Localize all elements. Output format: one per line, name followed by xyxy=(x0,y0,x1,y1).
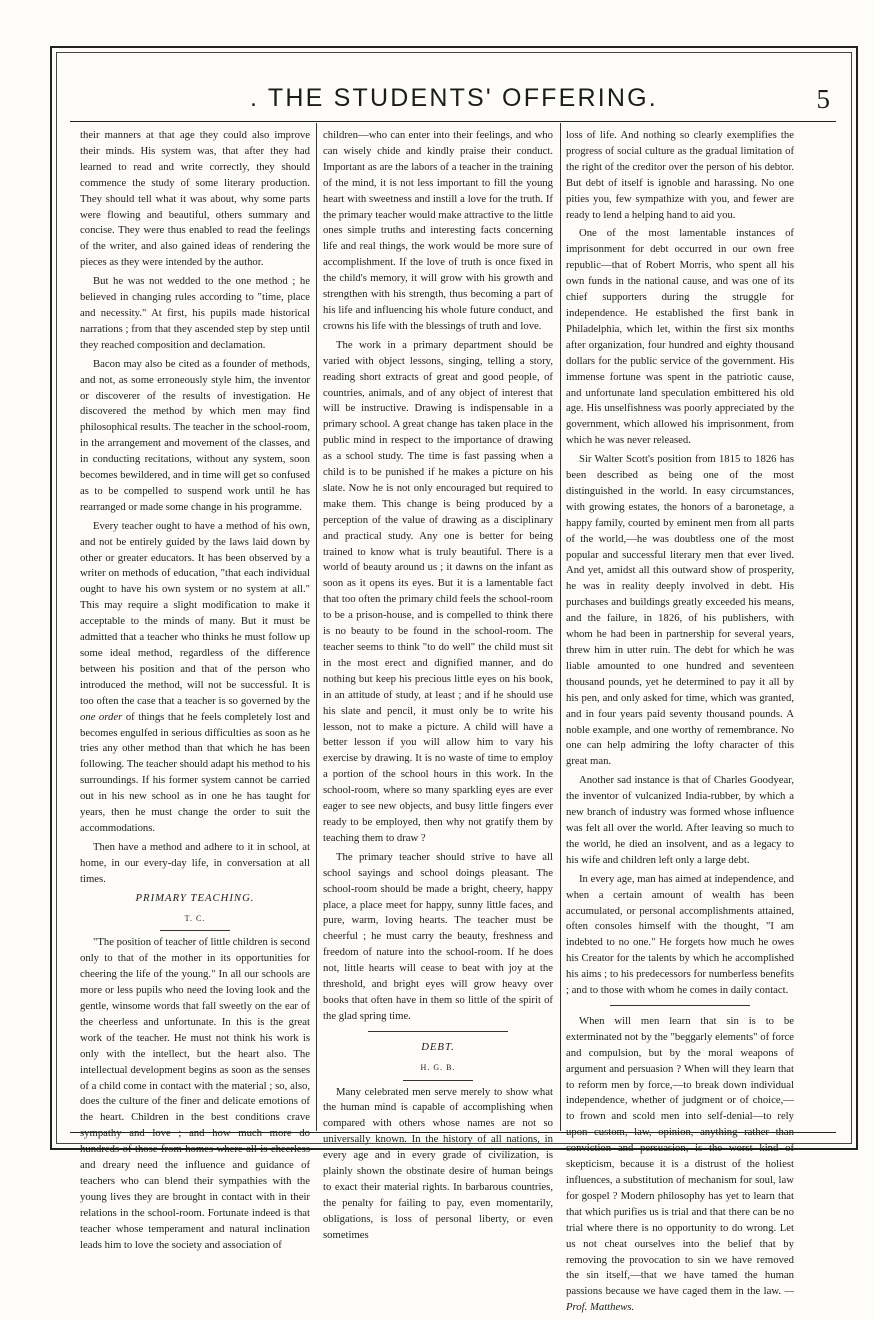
paragraph xyxy=(566,1014,794,1316)
paragraph xyxy=(80,519,310,837)
paragraph: One of the most lamentable instances of imprisonment for debt occurred in our own free republic—that of Robert Morris, who spent all his own funds in the national cause, and was one of its chief supporters during the struggle for independence. He established the first bank in Philadelphia, which let, within the first six months after organization, four hundred and eighty thousand dollars for the public service of the government. His immense fortune was spent in the patriotic cause, and unfortunate land speculation embittered his old age. His unselfishness was poorly appreciated by the government, which allowed his imprisonment, from which he was never released. xyxy=(566,227,794,447)
article-heading: DEBT. xyxy=(421,1040,455,1053)
byline-rule xyxy=(403,1080,473,1081)
paragraph: The work in a primary department should be varied with object lessons, singing, telling a story, reading short extracts of great and good people, of countries, animals, and of any object of interest that will be instructive. Drawing is indispensable in a primary school. A great change has taken place in the public mind in respect to the importance of drawing as a school study. The time is fast passing when a child is to be punished if he makes a picture on his slate. Now he is not only encouraged but required to make them. This change is being produced by a perception of the value of drawing as a disciplinary and practical study. Any one is better for being trained to know what is truly beautiful. There is a world of beauty around us ; it dawns on the infant as soon as it opens its eyes. But it is a lamentable fact that too often the primary child feels the school-room to be a prison-house, and is compelled to think there is no beauty to be found in the school-room. The teacher seems to think "to do well" the child must sit in the most erect and dignified manner, and do nothing but keep his precious little eyes on his book, in an attitude of study, at least ; and if he should use his slate and pencil, it must only be to write his lesson, not to make a picture. A child will have a better lesson if you will allow him to vary his exercise by drawing. It is no waste of time to employ a portion of the school hours in this work. In the school-room, where so many sparkling eyes are ever eager to see new objects, and busy little fingers ever ready to be employed, then why not gratify them by teaching them to draw ? xyxy=(323,338,553,844)
paragraph: Many celebrated men serve merely to show what the human mind is capable of accomplishing when compared with others whose names are not so universally known. In the history of all nations, in every age and in every grade of civilization, is plainly shown the obstinate desire of human beings to exact their material rights. In barbarous countries, the penalty for failing to pay, even momentarily, obligations, is loss of personal liberty, or even sometimes xyxy=(323,1085,553,1241)
paragraph: Another sad instance is that of Charles Goodyear, the inventor of vulcanized India-rubber, by which a new branch of industry was formed whose influence was felt all over the world. After leaving so much to the world, he died an insolvent, and as a legacy to his wife and children left only a large debt. xyxy=(566,774,794,866)
article-heading: PRIMARY TEACHING. xyxy=(135,891,255,904)
paragraph: their manners at that age they could also improve their minds. His system was, that after they had learned to read and write correctly, they should commence the study of some literary production. They should tell what it was about, why some parts were flowing and beautiful, others summary and concise. They were thus enabled to read the feelings of the writer, and also gained ideas of rendering the pieces as they were intended by the author. xyxy=(80,129,310,269)
bottom-rule xyxy=(70,1132,836,1133)
masthead-rule xyxy=(70,121,836,122)
paragraph: Bacon may also be cited as a founder of methods, and not, as some erroneously style him, the inventor or discoverer of the results of investigation. He discovered the method by which men may find philosophical results. The teacher in the school-room, in the arrangement and movement of the classes, and in conducting recitations, without any system, soon becomes bewildered, and in time will get so confused as to be compelled to suspend work until he has rearranged or made some change in his programme. xyxy=(80,357,310,513)
column-1 xyxy=(80,128,310,1257)
article-byline: H. G. B. xyxy=(420,1062,456,1072)
masthead xyxy=(60,84,848,120)
attribution: —Prof. Matthews. xyxy=(566,1285,795,1314)
column-divider xyxy=(560,123,561,1131)
byline-rule xyxy=(160,930,230,931)
paragraph-text: Every teacher ought to have a method of his own, and not be entirely guided by the laws laid down by other or greater educators. It has been observed by a writer on methods of education, "that each individual ought to have his own system or no system at all." This may require a slight modification to make it acceptable to the minds of many. But it must be admitted that a teacher who thinks he must follow up some ideal method, regardless of the difference between his position and that of the person who introduced the method, will not be successful. It is too often the case that a teacher is so governed by the xyxy=(80,519,310,707)
paragraph-text: When will men learn that sin is to be exterminated not by the "beggarly elements" of force and compulsion, but by the moral weapons of argument and persuasion ? When will they learn that to reform men by force,—to break down individual independence, whether of judgment or of choice,—to frown and scold men into self-denial—to rely upon custom, law, opinion, anything rather than conviction and persuasion, is the worst kind of skepticism, because it is a distrust of the holiest influences, a substitution of mechanism for soul, law for gospel ? Modern philosophy has yet to learn that that which purifies us is trial and that there can be no trial where there is no opportunity to do wrong. Let us not cheat ourselves into the belief that by removing the provocation to sin we have removed the sin itself,—that we have tamed the human passions because we have caged them in the law. xyxy=(566,1014,794,1298)
paragraph-text: of things that he feels completely lost and becomes engulfed in serious difficulties as soon as he tries any other method than that which he has been following. The teacher should adapt his method to his surroundings. If his former system cannot be carried out in his new school as in one he has taught for years, then he must change the order to suit the accommodations. xyxy=(80,710,311,834)
section-divider xyxy=(610,1005,750,1006)
column-3 xyxy=(566,128,794,1319)
column-2 xyxy=(323,128,553,1247)
column-divider xyxy=(316,123,317,1131)
paragraph: But he was not wedded to the one method ; he believed in changing rules according to "time, place and necessity." At first, his pupils made historical narrations ; from that they ascended step by step until they reached composition and declamation. xyxy=(80,275,310,351)
paragraph: In every age, man has aimed at independence, and when a certain amount of wealth has been accumulated, or personal accomplishments attained, often consoles himself with the thought, "I am indebted to no one." He forgets how much he owes his Creator for the talents by which he accomplished his aims ; to his predecessors for numberless benefits ; and to those with whom he comes in daily contact. xyxy=(566,872,794,997)
page-number: 5 xyxy=(816,84,830,114)
paragraph: Sir Walter Scott's position from 1815 to 1826 has been described as being one of the most distinguished in the world. In easy circumstances, with growing estates, the honors of a baronetage, a happy family, courted by eminent men from all parts of the world,—he was doubtless one of the most popular and successful literary men that ever lived. And yet, amidst all this outward show of prosperity, he was in reality deeply involved in debt. His purchases and buildings greatly exceeded his means, and the failure, in 1826, of his publishers, with whom he had been in partnership for several years, threw him in utter ruin. The debt for which he was liable amounted to one hundred and seventeen thousand pounds, yet he determined to pay it all by his pen, and only asked for time, which was granted, and in four years paid seventy thousand pounds. A noble example, and one worthy of remembrance. No one can help admiring the lofty character of this great man. xyxy=(566,453,794,768)
paragraph: "The position of teacher of little children is second only to that of the mother in its opportunities for cheering the life of the young." In all our schools are more or less pupils who need the loving look and the gentle, winsome words that fall sweetly on the ear of the cheerless and unfortunate. In this is the great work of the teacher. He must not think his work is only with the intellect, but the heart also. The intellectual development begins as soon as the senses of a child come in contact with the material ; so, also, does the culture of the finer and delicate emotions of the heart. Children in the best conditions crave sympathy and love ; and how much more do hundreds of those from homes where all is cheerless and dreary need the influence and guidance of teachers who can blend their sympathies with the young lives they are brought in contact with in their relations in the school-room. Fortunate indeed is that teacher whose temperament and natural inclination leads him to love the society and association of xyxy=(80,936,310,1251)
paragraph: children—who can enter into their feelings, and who can wisely chide and kindly praise their conduct. Important as are the labors of a teacher in the training of the mind, it is not less important to fill the young heart with sweetness and instill a love for the truth. If the primary teacher would make attractive to the little ones simple truths and interesting facts concerning life and real things, the work would be more sure of accomplishment. If the love of truth is once fixed in the child's memory, it will grow with his growth and strengthen with his strength, thus becoming a part of his life and influencing his whole future conduct, and crowns his life with the blessings of truth and love. xyxy=(323,129,553,332)
paragraph: Then have a method and adhere to it in school, at home, in our every-day life, in conversation at all times. xyxy=(80,840,310,885)
section-divider xyxy=(368,1031,508,1032)
paragraph: The primary teacher should strive to have all school sayings and school doings pleasant. The school-room should be made a bright, cheery, happy place, a place meet for happy, sunny little faces, and pure, warm, loving hearts. The teacher must be cheerful ; he must carry the beauty, freshness and freedom of nature into the school-room. If he does not, little hearts will cease to beat with joy at the threshold, and bright eyes will grow heavy over books that often have in them so little of the spirit of the glad spring time. xyxy=(323,850,553,1022)
article-byline: T. C. xyxy=(184,913,206,923)
newspaper-title: . THE STUDENTS' OFFERING. xyxy=(250,84,658,112)
italic-phrase: one order xyxy=(80,710,123,723)
paragraph: loss of life. And nothing so clearly exemplifies the progress of social culture as the gradual limitation of the right of the creditor over the person of his debtor. But debt of itself is ignoble and harassing. No one pities you, few sympathize with you, and fewer are ready to lend a helping hand to aid you. xyxy=(566,129,794,221)
